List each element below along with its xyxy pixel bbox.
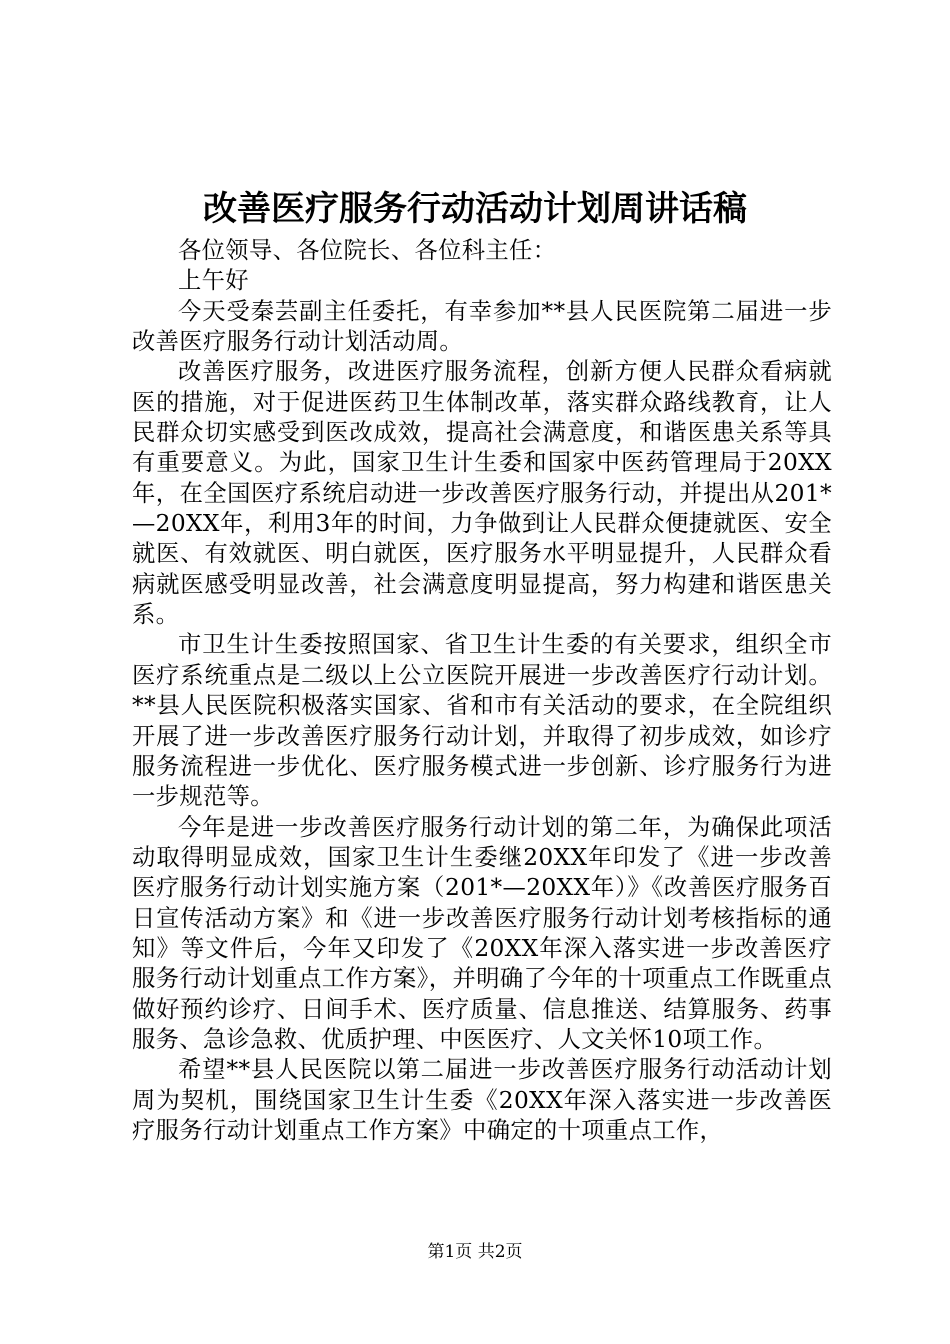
paragraph: 市卫生计生委按照国家、省卫生计生委的有关要求，组织全市医疗系统重点是二级以上公立医院开展进一步改善医疗行动计划。**县人民医院积极落实国家、省和市有关活动的要求，在全院组织开展了进一步改善医疗服务行动计划，并取得了初步成效，如诊疗服务流程进一步优化、医疗服务模式进一步创新、诊疗服务行为进一步规范等。 <box>132 631 832 811</box>
paragraph: 改善医疗服务，改进医疗服务流程，创新方便人民群众看病就医的措施，对于促进医药卫生体制改革，落实群众路线教育，让人民群众切实感受到医改成效，提高社会满意度，和谐医患关系等具有重要意义。为此，国家卫生计生委和国家中医药管理局于20XX年，在全国医疗系统启动进一步改善医疗服务行动，并提出从201*—20XX年，利用3年的时间，力争做到让人民群众便捷就医、安全就医、有效就医、明白就医，医疗服务水平明显提升，人民群众看病就医感受明显改善，社会满意度明显提高，努力构建和谐医患关系。 <box>132 358 832 629</box>
salutation: 各位领导、各位院长、各位科主任： <box>178 237 557 264</box>
paragraph: 今天受秦芸副主任委托，有幸参加**县人民医院第二届进一步改善医疗服务行动计划活动周。 <box>132 297 832 356</box>
paragraph: 今年是进一步改善医疗服务行动计划的第二年，为确保此项活动取得明显成效，国家卫生计生委继20XX年印发了《进一步改善医疗服务行动计划实施方案（201*—20XX年）》《改善医疗服务百日宣传活动方案》和《进一步改善医疗服务行动计划考核指标的通知》等文件后，今年又印发了《20XX年深入落实进一步改善医疗服务行动计划重点工作方案》，并明确了今年的十项重点工作既重点做好预约诊疗、日间手术、医疗质量、信息推送、结算服务、药事服务、急诊急救、优质护理、中医医疗、人文关怀10项工作。 <box>132 813 832 1053</box>
paragraph: 希望**县人民医院以第二届进一步改善医疗服务行动活动计划周为契机，围绕国家卫生计生委《20XX年深入落实进一步改善医疗服务行动计划重点工作方案》中确定的十项重点工作， <box>132 1056 832 1144</box>
document-body <box>132 236 832 1146</box>
document-title: 改善医疗服务行动活动计划周讲话稿 <box>203 189 747 229</box>
greeting: 上午好 <box>178 267 249 295</box>
page-footer: 第1页 共2页 <box>427 1242 523 1262</box>
